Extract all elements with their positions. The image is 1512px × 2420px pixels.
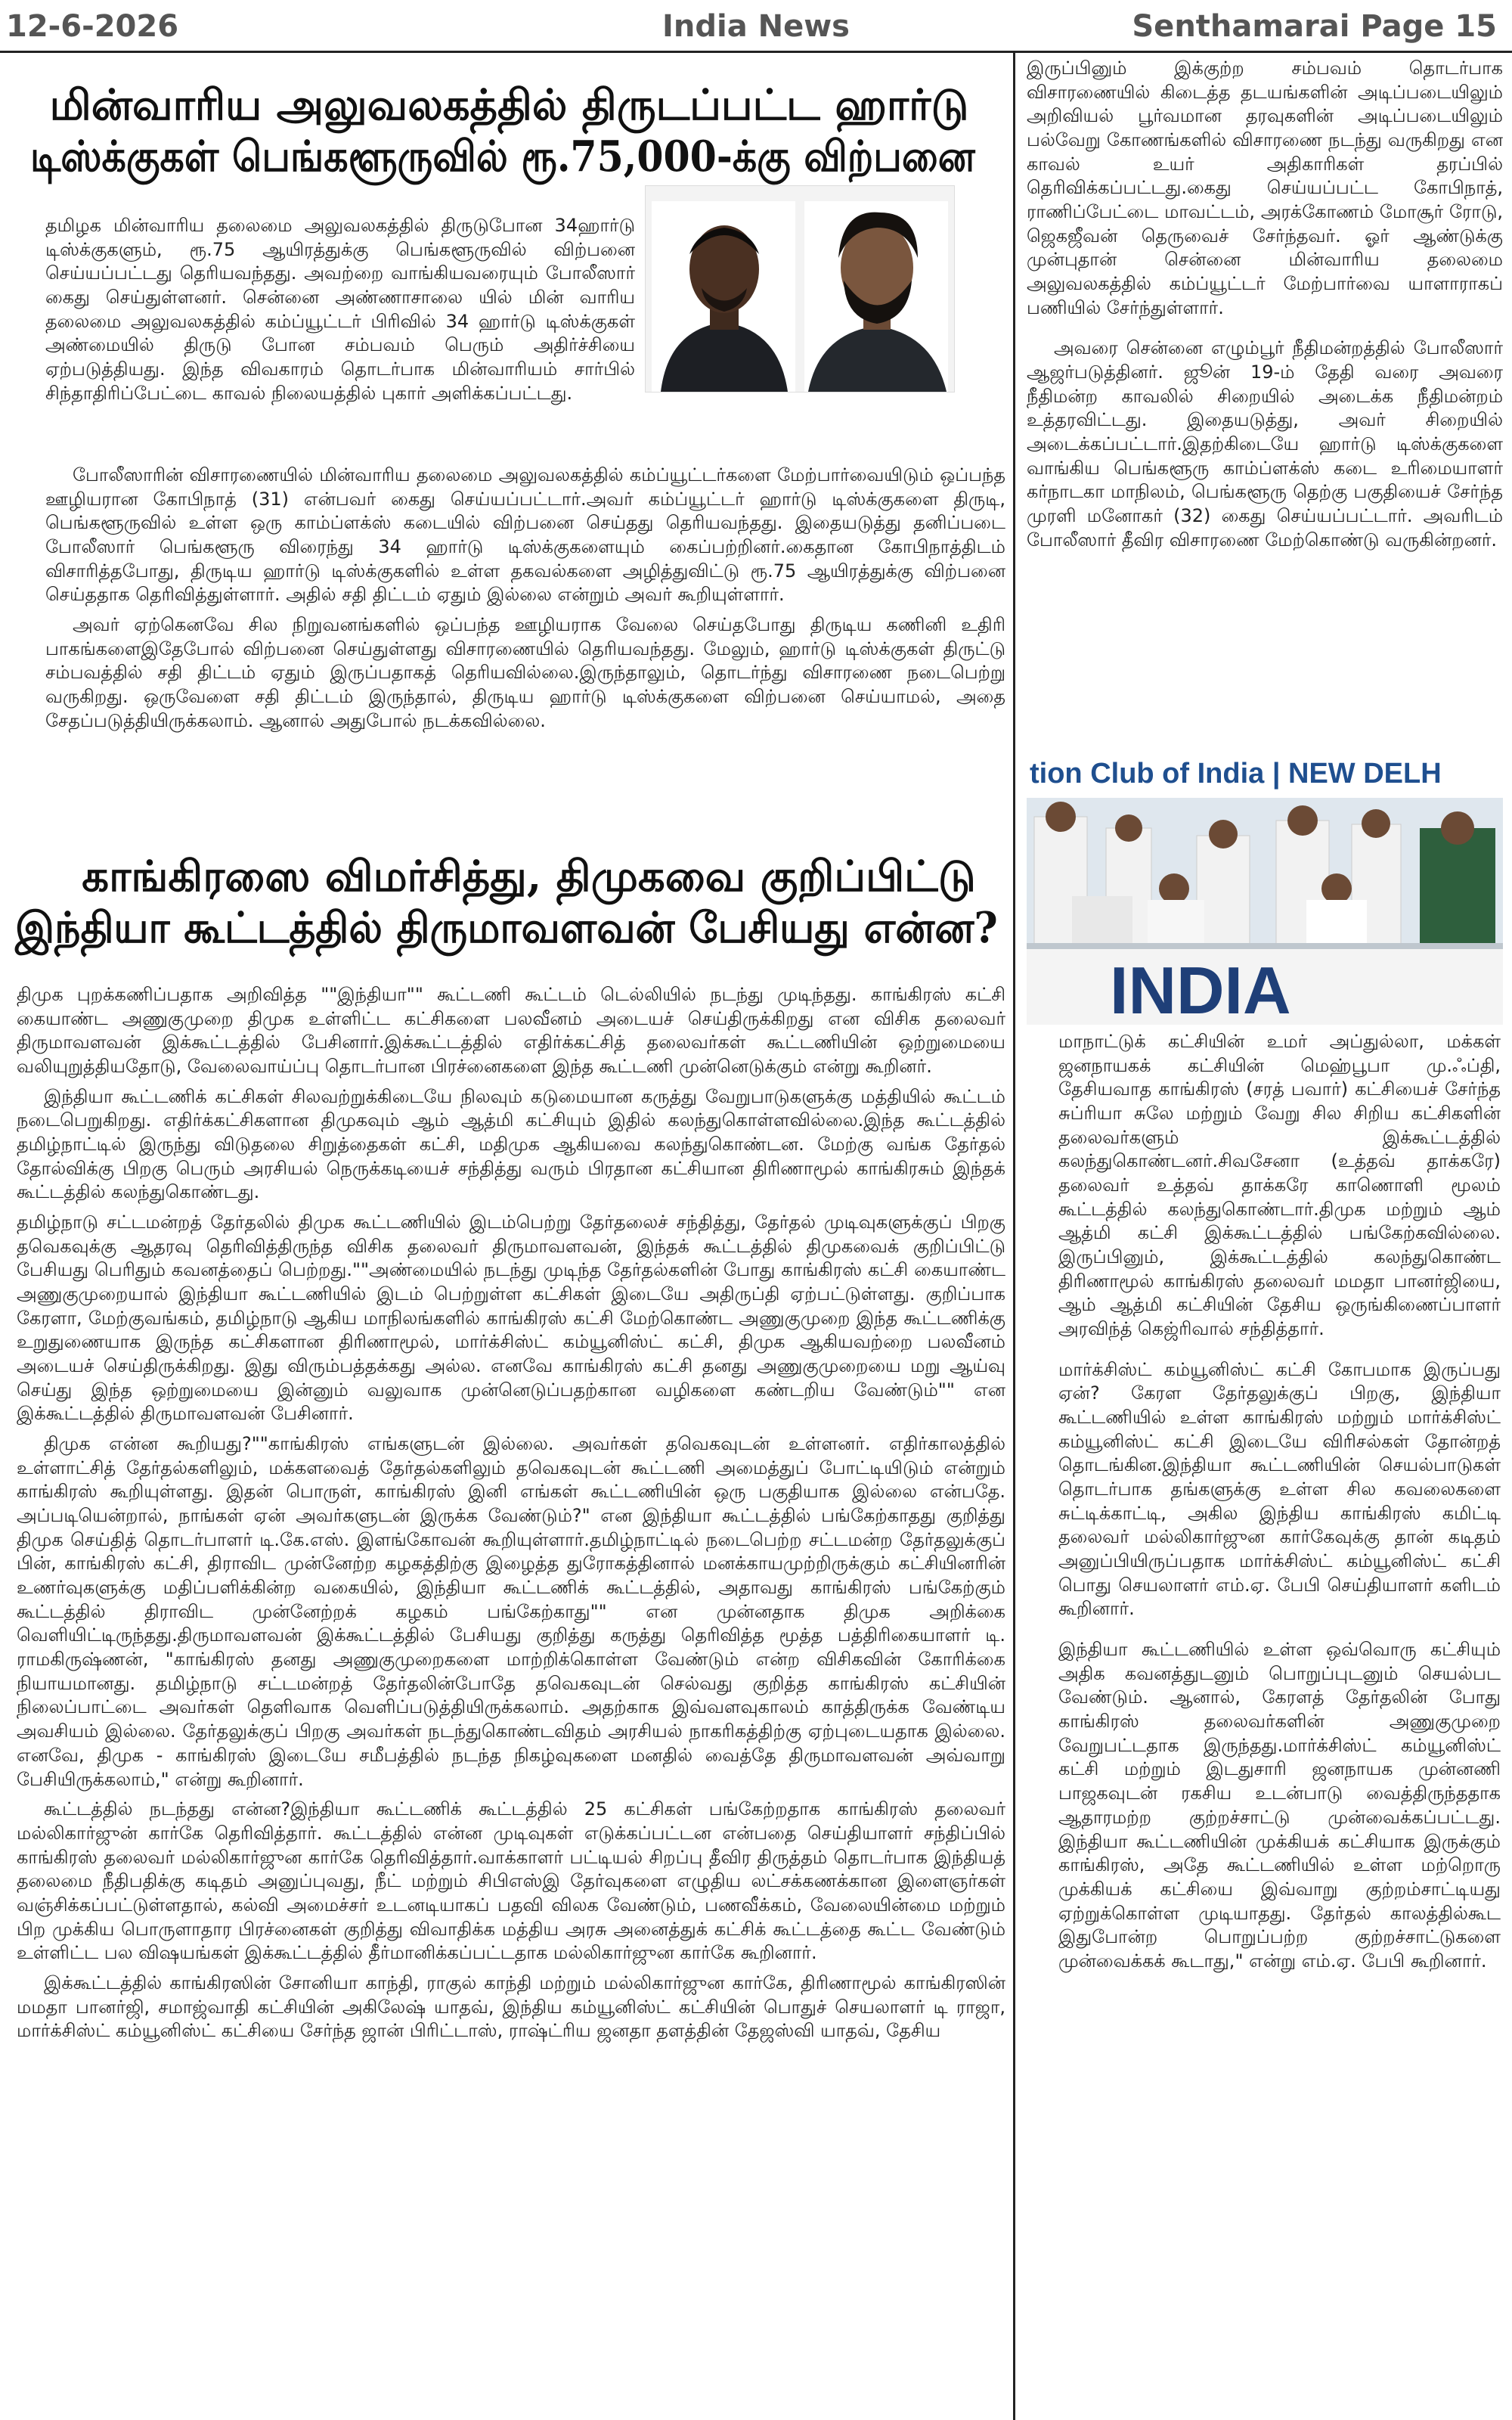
article1-headline-line1: மின்வாரிய அலுவலகத்தில் திருடப்பட்ட ஹார்டு [49, 80, 969, 130]
article2-continued [1058, 1030, 1501, 1980]
article2-paragraph: திமுக என்ன கூறியது?""காங்கிரஸ் எங்களுடன் இல்லை. அவர்கள் தவெகவுடன் உள்ளனர். எதிர்காலத்தில் உள்ளாட்சித் தேர்தல்களிலும், மக்களவைத் தேர்தல்களிலும் தவெகவுடன் கூட்டணி அமைத்துப் போட்டியிடும் என்றும் காங்கிரஸ் கூறியுள்ளது. இதன் பொருள், காங்கிரஸ் இனி எங்கள் கூட்டணியின் ஒரு பகுதியாக இல்லை என்பதே. அப்படியென்றால், நாங்கள் ஏன் அவர்களுடன் இருக்க வேண்டும்?" என இந்தியா கூட்டத்தில் பங்கேற்காதது குறித்து திமுக செய்தித் தொடர்பாளர் டி.கே.எஸ். இளங்கோவன் கூறியுள்ளார்.தமிழ்நாட்டில் நடைபெற்ற சட்டமன்ற தேர்தலுக்குப் பின், காங்கிரஸ் கட்சி, திராவிட முன்னேற்ற கழகத்திற்கு இழைத்த துரோகத்தினால் மனக்காயமுற்றிருக்கும் கட்சியினரின் உணர்வுகளுக்கு மதிப்பளிக்கின்ற வகையில், இந்தியா கூட்டணிக் கூட்டத்தில், அதாவது காங்கிரஸ் பங்கேற்கும் கூட்டத்தில் திராவிட முன்னேற்றக் கழகம் பங்கேற்காது"" என முன்னதாக திமுக அறிக்கை வெளியிட்டிருந்தது.திருமாவளவன் இக்கூட்டத்தில் பேசியது குறித்து கருத்து தெரிவித்த மூத்த பத்திரிகையாளர் டி. ராமகிருஷ்ணன், "காங்கிரஸ் தனது அணுகுமுறைகளை மாற்றிக்கொள்ள வேண்டும் என்ற விசிகவின் கோரிக்கை நியாயமானது. தமிழ்நாடு சட்டமன்றத் தேர்தலின்போதே தவெகவுடன் செல்வது குறித்த காங்கிரஸ் கட்சியின் நிலைப்பாட்டை அவர்கள் தெளிவாக வெளிப்படுத்தியிருக்கலாம். அதற்காக இவ்வளவுகாலம் காத்திருக்க வேண்டிய அவசியம் இல்லை. தேர்தலுக்குப் பிறகு அவர்கள் நடந்துகொண்டவிதம் அரசியல் நாகரிகத்திற்கு ஏற்புடையதாக இல்லை. எனவே, திமுக - காங்கிரஸ் இடையே சமீபத்தில் நடந்த நிகழ்வுகளை மனதில் வைத்தே திருமாவளவன் அவ்வாறு பேசியிருக்கலாம்," என்று கூறினார். [17, 1433, 1006, 1790]
column-divider [1013, 53, 1015, 2420]
article2-paragraph: கூட்டத்தில் நடந்தது என்ன?இந்தியா கூட்டணிக் கூட்டத்தில் 25 கட்சிகள் பங்கேற்றதாக காங்கிரஸ் தலைவர் மல்லிகார்ஜுன் கார்கே தெரிவித்தார். கூட்டத்தில் என்ன முடிவுகள் எடுக்கப்பட்டன என்பதை செய்தியாளர் சந்திப்பில் காங்கிரஸ் தலைவர் மல்லிகார்ஜுன கார்கே தெரிவித்தார்.வாக்காளர் பட்டியல் சிறப்பு தீவிர திருத்தம் தொடர்பாக இந்தியத் தலைமை நீதிபதிக்கு கடிதம் அனுப்புவது, நீட் மற்றும் சிபிஎஸ்இ தேர்வுகளை எழுதிய லட்சக்கணக்கான இளைஞர்கள் வஞ்சிக்கப்பட்டுள்ளதால், கல்வி அமைச்சர் உடனடியாகப் பதவி விலக வேண்டும், பணவீக்கம், வேலையின்மை மற்றும் பிற முக்கிய பொருளாதார பிரச்னைகள் குறித்து விவாதிக்க மத்திய அரசு அனைத்துக் கட்சிக் கூட்டத்தை கூட்ட வேண்டும் உள்ளிட்ட பல விஷயங்கள் இக்கூட்டத்தில் தீர்மானிக்கப்பட்டதாக மல்லிகார்ஜுன கார்கே கூறினார். [17, 1798, 1005, 1964]
article1-paragraph: போலீஸாரின் விசாரணையில் மின்வாரிய தலைமை அலுவலகத்தில் கம்ப்யூட்டர்களை மேற்பார்வையிடும் ஒப்பந்த ஊழியரான கோபிநாத் (31) என்பவர் கைது செய்யப்பட்டார்.அவர் கம்ப்யூட்டர் ஹார்டு டிஸ்க்குகளை திருடி, பெங்களூருவில் உள்ள ஒரு காம்ப்ளக்ஸ் கடையில் விற்பனை செய்தது தெரியவந்தது. இதையடுத்து தனிப்படை போலீஸார் பெங்களூரு விரைந்து 34 ஹார்டு டிஸ்க்குகளையும் கைப்பற்றினர்.கைதான கோபிநாத்திடம் விசாரித்தபோது, திருடிய ஹார்டு டிஸ்க்குகளில் உள்ள தகவல்களை அழித்துவிட்டு ரூ.75 ஆயிரத்துக்கு விற்பனை செய்ததாக தெரிவித்துள்ளார். அதில் சதி திட்டம் ஏதும் இல்லை என்றும் அவர் கூறியுள்ளார். [45, 464, 1005, 606]
suspects-photo [645, 185, 955, 392]
banner-caption: tion Club of India | NEW DELH [1030, 758, 1442, 790]
article1-lead [45, 214, 635, 411]
press-conference-image [1027, 745, 1503, 1025]
article2-paragraph: இக்கூட்டத்தில் காங்கிரஸின் சோனியா காந்தி, ராகுல் காந்தி மற்றும் மல்லிகார்ஜுன கார்கே, திரிணாமூல் காங்கிரஸின் மமதா பானர்ஜி, சமாஜ்வாதி கட்சியின் அகிலேஷ் யாதவ், இந்திய கம்யூனிஸ்ட் கட்சியின் பொதுச் செயலாளர் டி ராஜா, மார்க்சிஸ்ட் கம்யூனிஸ்ட் கட்சியை சேர்ந்த ஜான் பிரிட்டாஸ், ராஷ்ட்ரிய ஜனதா தளத்தின் தேஜஸ்வி யாதவ், தேசிய [17, 1972, 1005, 2042]
suspects-photo-image [646, 186, 954, 392]
article1-paragraph: அவரை சென்னை எழும்பூர் நீதிமன்றத்தில் போலீஸார் ஆஜர்படுத்தினர். ஜூன் 19-ம் தேதி வரை அவரை நீதிமன்ற காவலில் சிறையில் அடைக்க நீதிமன்றம் உத்தரவிட்டது. இதையடுத்து, அவர் சிறையில் அடைக்கப்பட்டார்.இதற்கிடையே ஹார்டு டிஸ்க்குகளை வாங்கிய பெங்களூரு காம்ப்ளக்ஸ் கடை உரிமையாளர் கர்நாடகா மாநிலம், பெங்களூரு தெற்கு பகுதியைச் சேர்ந்த முரளி மனோகர் (32) கைது செய்யப்பட்டார். அவரிடம் போலீஸார் தீவிர விசாரணை மேற்கொண்டு வருகின்றனர். [1027, 337, 1503, 551]
page-number: Senthamarai Page 15 [1132, 9, 1497, 44]
article1-headline-line2: டிஸ்க்குகள் பெங்களூருவில் ரூ.75,000-க்கு விற்பனை [30, 132, 975, 182]
article1-paragraph: அவர் ஏற்கெனவே சில நிறுவனங்களில் ஒப்பந்த ஊழியராக வேலை செய்தபோது திருடிய கணினி உதிரி பாகங்களைஇதேபோல் விற்பனை செய்துள்ளது விசாரணையில் தெரியவந்தது. மேலும், ஹார்டு டிஸ்க்குகள் திருட்டு சம்பவத்தில் சதி திட்டம் ஏதும் இருப்பதாகத் தெரியவில்லை.இருந்தாலும், தொடர்ந்து விசாரணை நடைபெற்று வருகிறது. ஒருவேளை சதி திட்டம் இருந்தால், திருடிய ஹார்டு டிஸ்க்குகளை விற்பனை செய்யாமல், அதை சேதப்படுத்தியிருக்கலாம். ஆனால் அதுபோல் நடக்கவில்லை. [45, 614, 1005, 731]
article1-body [45, 464, 1005, 739]
article2-paragraph: மாநாட்டுக் கட்சியின் உமர் அப்துல்லா, மக்கள் ஜனநாயகக் கட்சியின் மெஹ்பூபா மு.ஃப்தி, தேசியவாத காங்கிரஸ் (சரத் பவார்) கட்சியைச் சேர்ந்த சுப்ரியா சுலே மற்றும் வேறு சில சிறிய கட்சிகளின் தலைவர்களும் இக்கூட்டத்தில் கலந்துகொண்டனர்.சிவசேனா (உத்தவ் தாக்கரே) தலைவர் உத்தவ் தாக்கரே காணொளி மூலம் கூட்டத்தில் கலந்துகொண்டார்.திமுக மற்றும் ஆம் ஆத்மி கட்சி இக்கூட்டத்தில் பங்கேற்கவில்லை. இருப்பினும், இக்கூட்டத்தில் கலந்துகொண்ட திரிணாமூல் காங்கிரஸ் தலைவர் மமதா பானர்ஜியை, ஆம் ஆத்மி கட்சியின் தேசிய ஒருங்கிணைப்பாளர் அரவிந்த் கெஜ்ரிவால் சந்தித்தார். [1058, 1031, 1501, 1340]
article2-paragraph: இந்தியா கூட்டணியில் உள்ள ஒவ்வொரு கட்சியும் அதிக கவனத்துடனும் பொறுப்புடனும் செயல்பட வேண்டும். ஆனால், கேரளத் தேர்தலின் போது காங்கிரஸ் தலைவர்களின் அணுகுமுறை வேறுபட்டதாக இருந்தது.மார்க்சிஸ்ட் கம்யூனிஸ்ட் கட்சி மற்றும் இடதுசாரி ஜனநாயக முன்னணி பாஜகவுடன் ரகசிய உடன்பாடு வைத்திருந்ததாக ஆதாரமற்ற குற்றச்சாட்டு முன்வைக்கப்பட்டது. இந்தியா கூட்டணியின் முக்கியக் கட்சியாக இருக்கும் காங்கிரஸ், அதே கூட்டணியில் உள்ள மற்றொரு முக்கியக் கட்சியை இவ்வாறு குற்றம்சாட்டியது ஏற்றுக்கொள்ள முடியாதது. தேர்தல் காலத்தில்கூட இதுபோன்ற பொறுப்பற்ற குற்றச்சாட்டுகளை முன்வைக்கக் கூடாது," என்று எம்.ஏ. பேபி கூறினார். [1058, 1639, 1501, 1972]
article2-headline [15, 851, 998, 954]
article2-paragraph: மார்க்சிஸ்ட் கம்யூனிஸ்ட் கட்சி கோபமாக இருப்பது ஏன்? கேரள தேர்தலுக்குப் பிறகு, இந்தியா கூட்டணியில் உள்ள காங்கிரஸ் மற்றும் மார்க்சிஸ்ட் கம்யூனிஸ்ட் கட்சி இடையே விரிசல்கள் தோன்றத் தொடங்கின.இந்தியா கூட்டணியின் செயல்பாடுகள் தொடர்பாக தங்களுக்கு உள்ள சில கவலைகளை சுட்டிக்காட்டி, அகில இந்திய காங்கிரஸ் கமிட்டி தலைவர் மல்லிகார்ஜுன கார்கேவுக்கு தான் கடிதம் அனுப்பியிருப்பதாக மார்க்சிஸ்ட் கம்யூனிஸ்ட் கட்சி பொது செயலாளர் எம்.ஏ. பேபி செய்தியாளர் களிடம் கூறினார். [1058, 1358, 1501, 1620]
article1-paragraph: தமிழக மின்வாரிய தலைமை அலுவலகத்தில் திருடுபோன 34ஹார்டு டிஸ்க்குகளும், ரூ.75 ஆயிரத்துக்கு பெங்களூருவில் விற்பனை செய்யப்பட்டது தெரியவந்தது. அவற்றை வாங்கியவரையும் போலீஸார் கைது செய்துள்ளனர். சென்னை அண்ணாசாலை யில் மின் வாரிய தலைமை அலுவலகத்தில் கம்ப்யூட்டர் பிரிவில் 34 ஹார்டு டிஸ்க்குகள் அண்மையில் திருடு போன சம்பவம் பெரும் அதிர்ச்சியை ஏற்படுத்தியது. இந்த விவகாரம் தொடர்பாக மின்வாரியம் சார்பில் சிந்தாதிரிப்பேட்டை காவல் நிலையத்தில் புகார் அளிக்கப்பட்டது. [45, 215, 635, 404]
article2-headline-line1: காங்கிரஸை விமர்சித்து, திமுகவை குறிப்பிட்டு [82, 852, 976, 901]
article2-body [17, 983, 1005, 2049]
section-title: India News [662, 9, 850, 44]
article2-headline-line2: இந்தியா கூட்டத்தில் திருமாவளவன் பேசியது என்ன? [15, 903, 998, 954]
article1-continued [1027, 57, 1503, 558]
banner-bottom-caption: INDIA [1110, 953, 1291, 1025]
article2-paragraph: தமிழ்நாடு சட்டமன்றத் தேர்தலில் திமுக கூட்டணியில் இடம்பெற்று தேர்தலைச் சந்தித்து, தேர்தல் முடிவுகளுக்குப் பிறகு தவெகவுக்கு ஆதரவு தெரிவித்திருந்த விசிக தலைவர் திருமாவளவன், இந்தக் கூட்டத்தில் திமுகவைக் குறிப்பிட்டு பேசியது பெரிதும் கவனத்தைப் பெற்றது.""அண்மையில் நடந்து முடிந்த தேர்தல்களின் போது காங்கிரஸ் கட்சி கையாண்ட அணுகுமுறையால் இந்தியா கூட்டணியில் இடம் பெற்றுள்ள கட்சிகள் இடையே அதிருப்தி ஏற்பட்டுள்ளது. குறிப்பாக கேரளா, மேற்குவங்கம், தமிழ்நாடு ஆகிய மாநிலங்களில் காங்கிரஸ் கட்சி மேற்கொண்ட அணுகுமுறை இந்த கூட்டணிக்கு உறுதுணையாக இருந்த கட்சிகளான திரிணாமூல், மார்க்சிஸ்ட் கம்யூனிஸ்ட் கட்சி, திமுக ஆகியவற்றை பலவீனம் அடையச் செய்திருக்கிறது. இது விரும்பத்தக்கது அல்ல. எனவே காங்கிரஸ் கட்சி தனது அணுகுமுறையை மறு ஆய்வு செய்து இந்த ஒற்றுமையை இன்னும் வலுவாக முன்னெடுப்பதற்கான வழிகளை கண்டறிய வேண்டும்"" என இக்கூட்டத்தில் திருமாவளவன் பேசினார். [17, 1212, 1005, 1425]
page-header [0, 0, 1512, 53]
press-conference-photo [1027, 745, 1503, 1025]
article2-paragraph: இந்தியா கூட்டணிக் கட்சிகள் சிலவற்றுக்கிடையே நிலவும் கடுமையான கருத்து வேறுபாடுகளுக்கு மத்தியில் கூட்டம் நடைபெறுகிறது. எதிர்க்கட்சிகளான திமுகவும் ஆம் ஆத்மி கட்சியும் இதில் கலந்துகொள்ளவில்லை.இந்த கூட்டத்தில் தமிழ்நாட்டில் இருந்து விடுதலை சிறுத்தைகள் கட்சி, மதிமுக ஆகியவை கலந்துகொண்டன. மேற்கு வங்க தேர்தல் தோல்விக்கு பிறகு பெரும் அரசியல் நெருக்கடியைச் சந்தித்து வரும் பிரதான கட்சியான திரிணாமூல் காங்கிரசும் இந்தக் கூட்டத்தில் கலந்துகொண்டது. [17, 1085, 1005, 1203]
article2-paragraph: திமுக புறக்கணிப்பதாக அறிவித்த ""இந்தியா"" கூட்டணி கூட்டம் டெல்லியில் நடந்து முடிந்தது. காங்கிரஸ் கட்சி கையாண்ட அணுகுமுறை திமுக உள்ளிட்ட கட்சிகளை பலவீனம் அடையச் செய்திருக்கிறது என விசிக தலைவர் திருமாவளவன் இக்கூட்டத்தில் பேசினார்.இக்கூட்டத்தில் எதிர்க்கட்சித் தலைவர்கள் கூட்டணியின் ஒற்றுமையை வலியுறுத்தியதோடு, வேலைவாய்ப்பு தொடர்பான பிரச்னைகளை இந்த கூட்டணி முன்னெடுக்கும் என்று கூறினர். [17, 984, 1005, 1078]
article1-headline [30, 79, 975, 183]
article1-paragraph: இருப்பினும் இக்குற்ற சம்பவம் தொடர்பாக விசாரணையில் கிடைத்த தடயங்களின் அடிப்படையிலும் அறிவியல் பூர்வமான தரவுகளின் அடிப்படையிலும் பல்வேறு கோணங்களில் விசாரணை நடந்து வருகிறது என காவல் உயர் அதிகாரிகள் தரப்பில் தெரிவிக்கப்பட்டது.கைது செய்யப்பட்ட கோபிநாத், ராணிப்பேட்டை மாவட்டம், அரக்கோணம் மோசூர் ரோடு, ஜெகஜீவன் தெருவைச் சேர்ந்தவர். ஓர் ஆண்டுக்கு முன்புதான் சென்னை மின்வாரிய தலைமை அலுவலகத்தில் கம்ப்யூட்டர் மேற்பார்வை யாளாராகப் பணியில் சேர்ந்துள்ளார். [1027, 57, 1503, 318]
issue-date: 12-6-2026 [6, 9, 179, 44]
